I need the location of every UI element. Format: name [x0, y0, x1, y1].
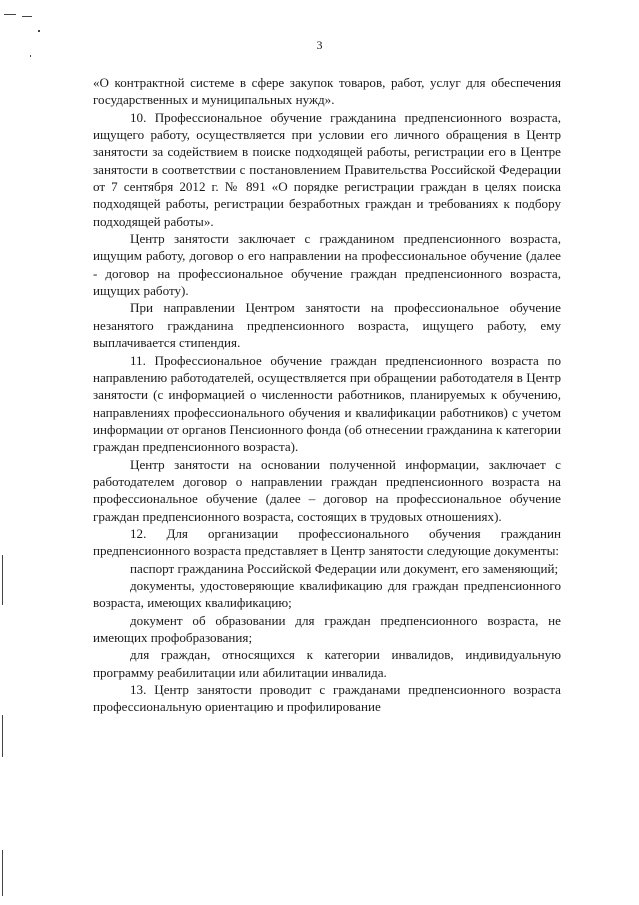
paragraph: для граждан, относящихся к категории инвалидов, индивидуальную программу реабилитации или абилитации инвалида.	[93, 647, 561, 680]
scan-artifact	[30, 55, 31, 57]
page-number: 3	[316, 38, 323, 52]
paragraph: 12. Для организации профессионального обучения гражданин предпенсионного возраста представляет в Центр занятости следующие документы:	[93, 525, 561, 559]
paragraph: 11. Профессиональное обучение граждан предпенсионного возраста по направлению работодателей, осуществляется при обращении работодателя в Центр занятости (с информацией о численности работников, планируемых к обучению, направлениях профессионального обучения и квалификации работников) с учетом информации от органов Пенсионного фонда (об отнесении гражданина к категории граждан предпенсионного возраста).	[93, 352, 561, 455]
paragraph: Центр занятости заключает с гражданином предпенсионного возраста, ищущим работу, договор о его направлении на профессиональное обучение (далее - договор на профессиональное обучение граждан предпенсионного возраста, ищущих работу).	[93, 231, 561, 299]
paragraph: 10. Профессиональное обучение гражданина предпенсионного возраста, ищущего работу, осуществляется при условии его личного обращения в Центр занятости за содействием в поиске подходящей работы, регистрации его в Центре занятости в соответствии с постановлением Правительства Российской Федерации от 7 сентября 2012 г. № 891 «О порядке регистрации граждан в целях поиска подходящей работы, регистрации безработных граждан и требованиях к подбору подходящей работы».	[93, 109, 561, 229]
paragraph: «О контрактной системе в сфере закупок товаров, работ, услуг для обеспечения государственных и муниципальных нужд».	[93, 75, 561, 108]
paragraph: паспорт гражданина Российской Федерации или документ, его заменяющий;	[130, 560, 559, 576]
paragraph: документ об образовании для граждан предпенсионного возраста, не имеющих профобразования;	[93, 612, 561, 645]
scan-artifact	[2, 555, 3, 605]
scan-artifact	[22, 16, 32, 17]
scan-artifact	[2, 715, 3, 757]
paragraph: 13. Центр занятости проводит с гражданами предпенсионного возраста профессиональную ориентацию и профилирование	[93, 682, 561, 715]
paragraph: документы, удостоверяющие квалификацию для граждан предпенсионного возраста, имеющих квалификацию;	[93, 577, 561, 611]
scan-artifact	[2, 850, 3, 896]
scan-artifact	[38, 30, 40, 32]
document-body	[93, 74, 561, 716]
scan-artifact	[4, 14, 16, 15]
paragraph: Центр занятости на основании полученной информации, заключает с работодателем договор о направлении граждан предпенсионного возраста на профессиональное обучение (далее – договор на профессиональное обучение граждан предпенсионного возраста, состоящих в трудовых отношениях).	[93, 456, 561, 524]
paragraph: При направлении Центром занятости на профессиональное обучение незанятого гражданина предпенсионного возраста, ищущего работу, ему выплачивается стипендия.	[93, 300, 561, 351]
